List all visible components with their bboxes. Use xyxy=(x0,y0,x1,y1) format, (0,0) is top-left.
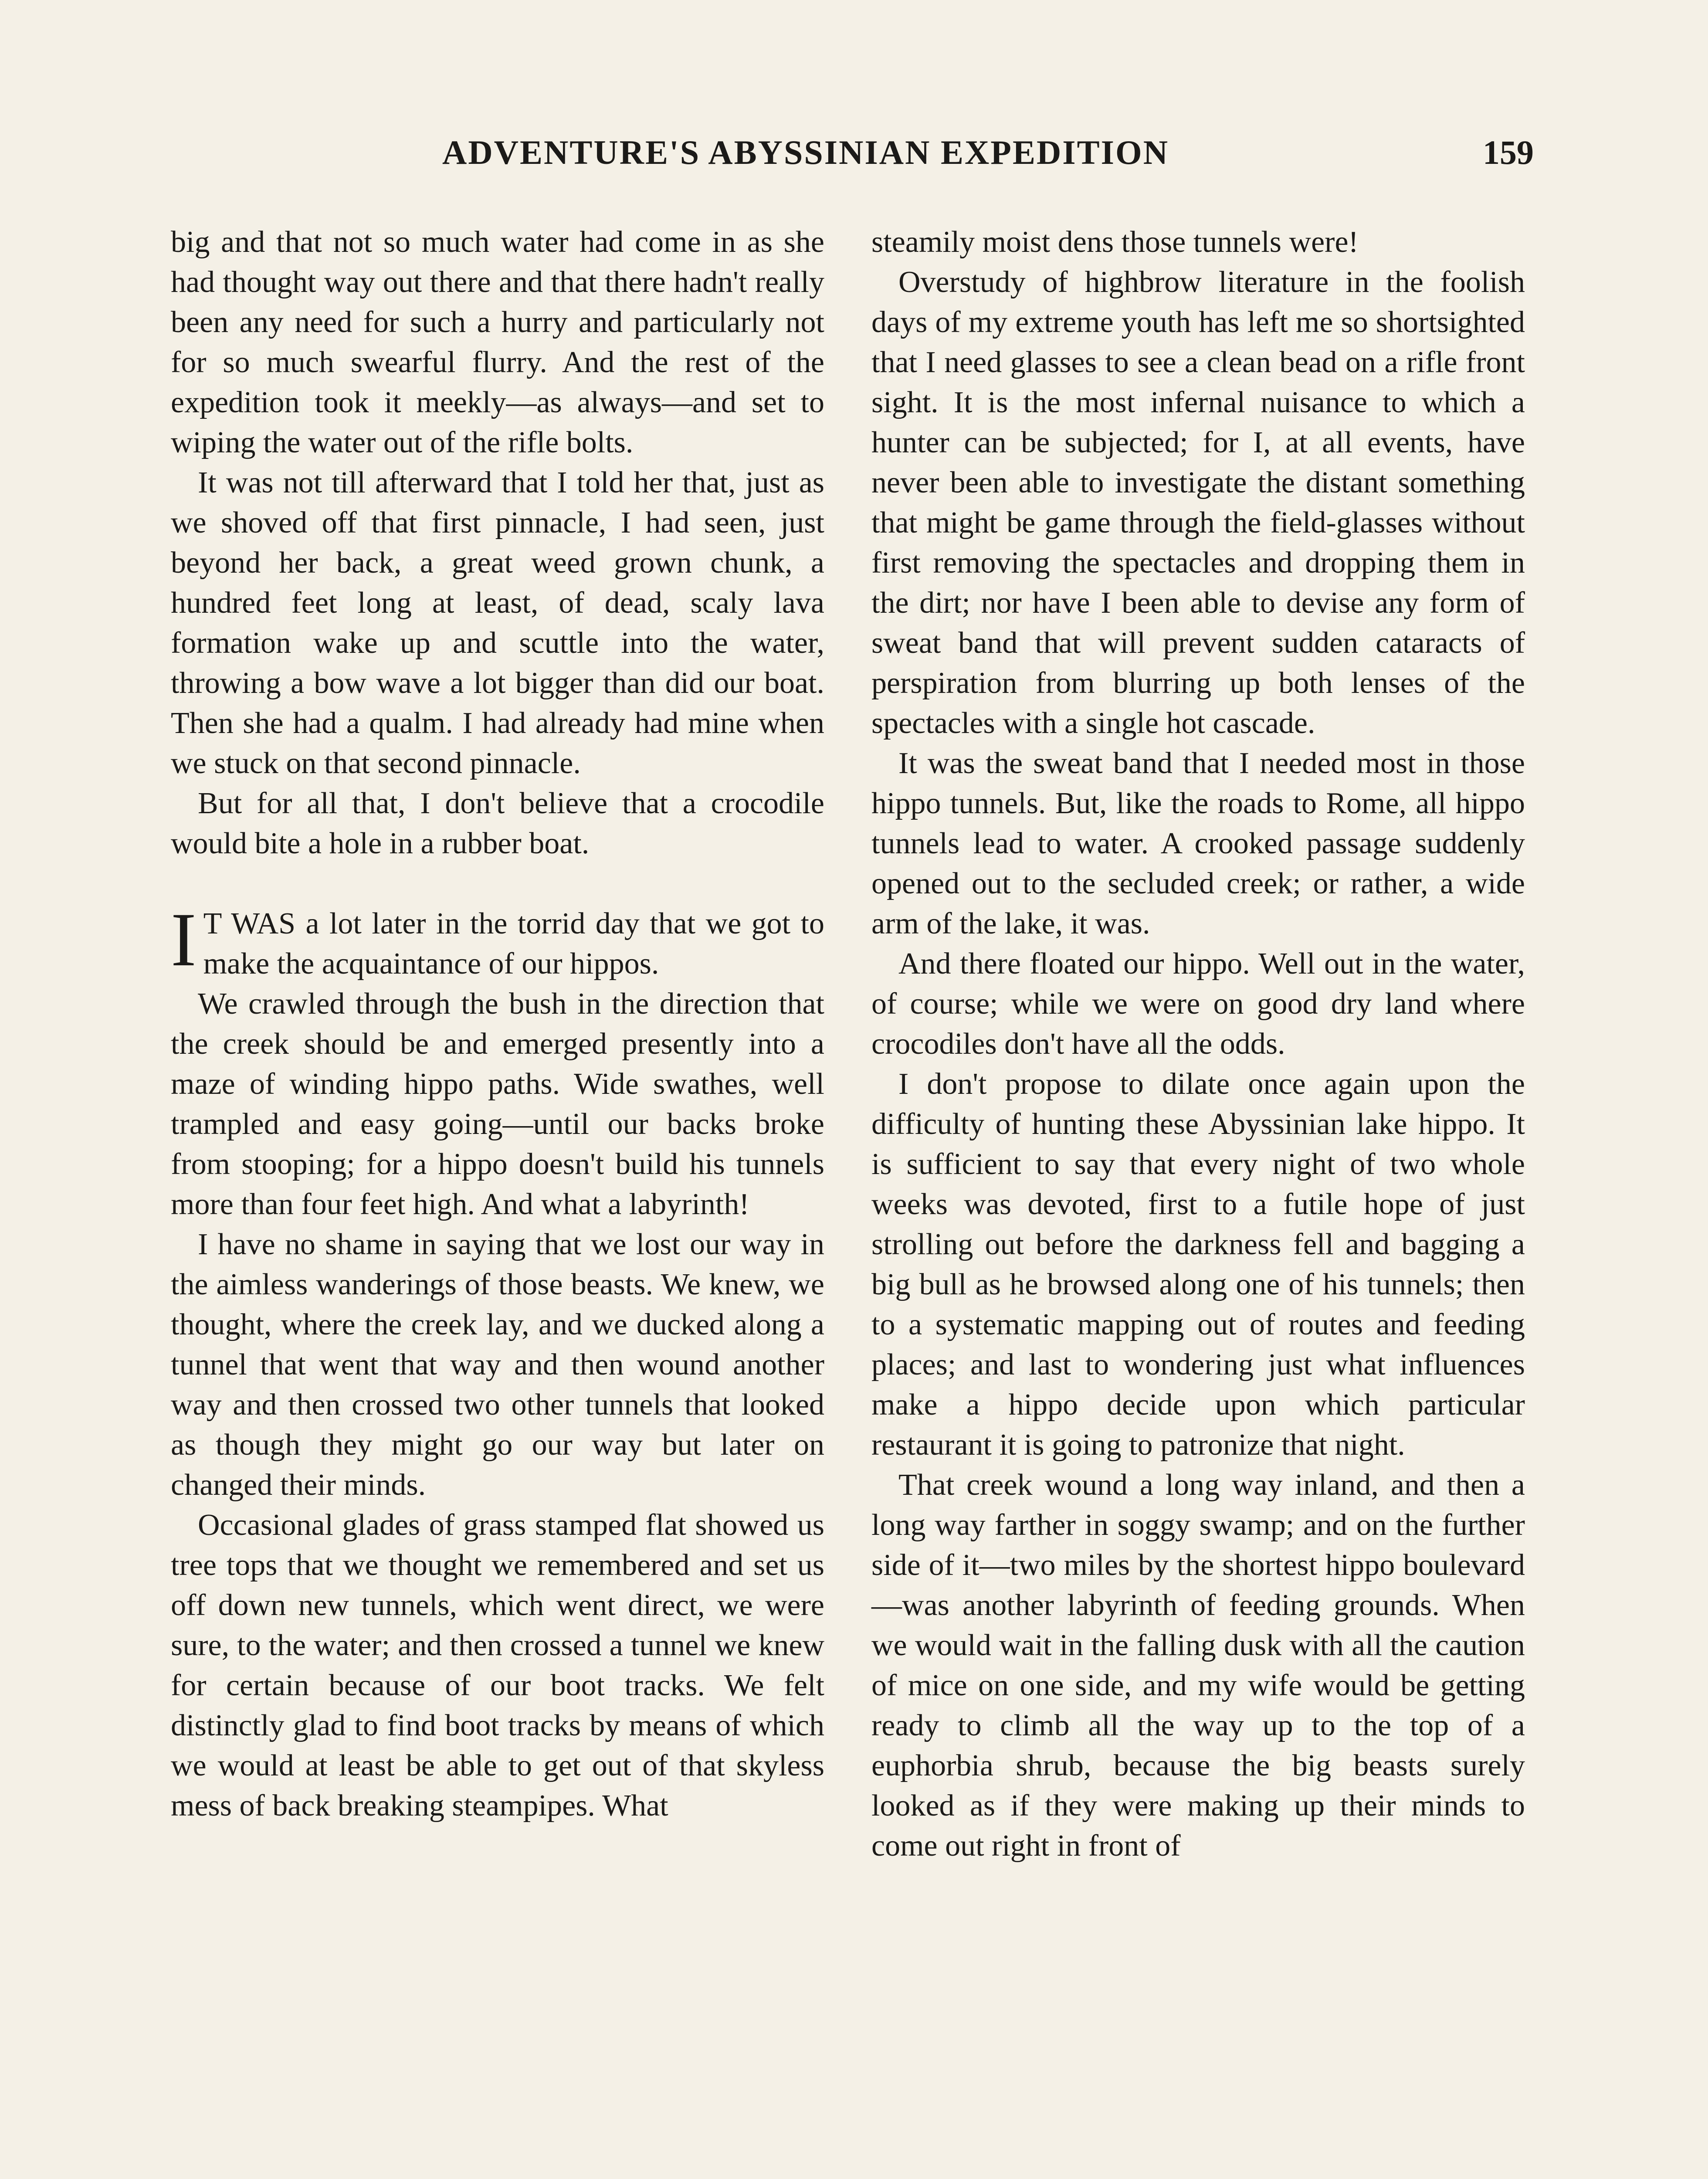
drop-cap: I xyxy=(171,897,197,982)
paragraph: It was not till afterward that I told her that, just as we shoved off that first pinnacle, I had seen, just beyond her back, a great weed grown chunk, a hundred feet long at least, of dead, scaly lava formation wake up and scuttle into the water, throwing a bow wave a lot bigger than did our boat. Then she had a qualm. I had already had mine when we stuck on that second pinnacle. xyxy=(171,466,824,780)
left-column xyxy=(171,222,824,1826)
paragraph: big and that not so much water had come in as she had thought way out there and that there hadn't really been any need for such a hurry and particularly not for so much swearful flurry. And the rest of the expedition took it meekly—as always—and set to wiping the water out of the rifle bolts. xyxy=(171,225,824,459)
running-header: ADVENTURE'S ABYSSINIAN EXPEDITION xyxy=(442,133,1169,171)
paragraph: I have no shame in saying that we lost our way in the aimless wanderings of those beasts. We knew, we thought, where the creek lay, and we ducked along a tunnel that went that way and then wound another way and then crossed two other tunnels that looked as though they might go our way but later on changed their minds. xyxy=(171,1228,824,1502)
paragraph: Occasional glades of grass stamped flat showed us tree tops that we thought we remembered and set us off down new tunnels, which went direct, we were sure, to the water; and then crossed a tunnel we knew for certain because of our boot tracks. We felt distinctly glad to find boot tracks by means of which we would at least be able to get out of that skyless mess of back breaking steampipes. What xyxy=(171,1508,824,1823)
page-number: 159 xyxy=(1483,133,1534,171)
paragraph: steamily moist dens those tunnels were! xyxy=(871,225,1359,259)
right-column xyxy=(871,222,1525,1866)
paragraph: We crawled through the bush in the direction that the creek should be and emerged presently into a maze of winding hippo paths. Wide swathes, well trampled and easy going—until our backs broke from stooping; for a hippo doesn't build his tunnels more than four feet high. And what a labyrinth! xyxy=(171,987,824,1221)
paragraph: I don't propose to dilate once again upon the difficulty of hunting these Abyssinian lake hippo. It is sufficient to say that every night of two whole weeks was devoted, first to a futile hope of just strolling out before the darkness fell and bagging a big bull as he browsed along one of his tunnels; then to a systematic mapping out of routes and feeding places; and last to wondering just what influences make a hippo decide upon which particular restaurant it is going to patronize that night. xyxy=(871,1067,1525,1462)
paragraph: But for all that, I don't believe that a crocodile would bite a hole in a rubber boat. xyxy=(171,787,824,860)
paragraph: And there floated our hippo. Well out in the water, of course; while we were on good dry land where crocodiles don't have all the odds. xyxy=(871,947,1525,1061)
paragraph: It was the sweat band that I needed most in those hippo tunnels. But, like the roads to Rome, all hippo tunnels lead to water. A crooked passage suddenly opened out to the secluded creek; or rather, a wide arm of the lake, it was. xyxy=(871,747,1525,940)
paragraph: That creek wound a long way inland, and then a long way farther in soggy swamp; and on the further side of it—two miles by the shortest hippo boulevard —was another labyrinth of feeding grounds. When we would wait in the falling dusk with all the caution of mice on one side, and my wife would be getting ready to climb all the way up to the top of a euphorbia shrub, because the big beasts surely looked as if they were making up their minds to come out right in front of xyxy=(871,1468,1525,1863)
section-break xyxy=(171,864,824,904)
section-opening-paragraph xyxy=(171,897,824,984)
section-opening-text: T WAS a lot later in the torrid day that we got to make the acquaintance of our hippos. xyxy=(203,907,824,981)
paragraph: Overstudy of highbrow literature in the foolish days of my extreme youth has left me so shortsighted that I need glasses to see a clean bead on a rifle front sight. It is the most infernal nuisance to which a hunter can be subjected; for I, at all events, have never been able to investigate the distant something that might be game through the field-glasses without first removing the spectacles and dropping them in the dirt; nor have I been able to devise any form of sweat band that will prevent sudden cataracts of perspiration from blurring up both lenses of the spectacles with a single hot cascade. xyxy=(871,265,1525,740)
